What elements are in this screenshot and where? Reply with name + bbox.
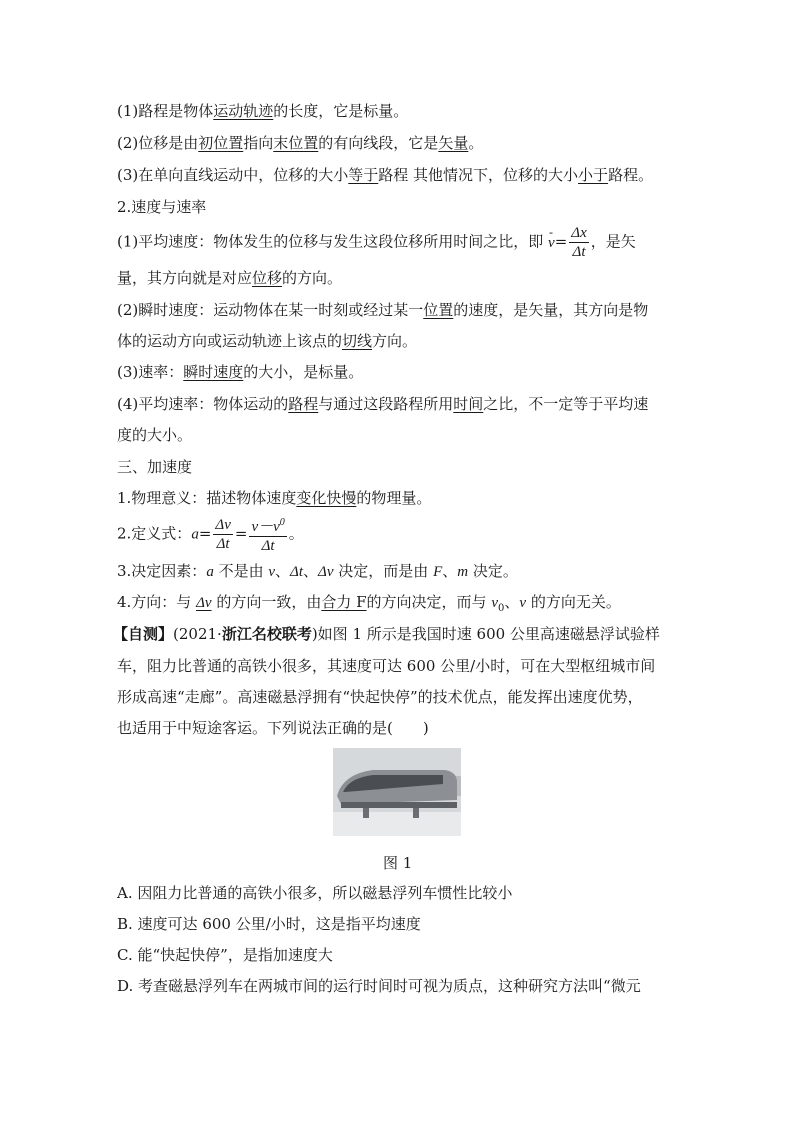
- line-determining-factors: 3.决定因素：a 不是由 v、Δt、Δv 决定，而是由 F、m 决定。: [117, 562, 518, 580]
- line-path-definition: (1)路程是物体运动轨迹的长度，它是标量。: [117, 102, 409, 120]
- line-average-velocity: (1)平均速度：物体发生的位移与发生这段位移所用时间之比，即 - v= $\frac{\Delta x}{\Delta t}$ ，是矢: [117, 224, 636, 261]
- line-direction: 4.方向：与 Δv 的方向一致，由合力 F的方向决定，而与 $v_0$、v 的方向无关。: [117, 593, 621, 614]
- line-average-speed: (4)平均速率：物体运动的路程与通过这段路程所用时间之比，不一定等于平均速: [117, 395, 649, 413]
- section-heading-velocity: 2.速度与速率: [117, 198, 207, 216]
- line-instant-velocity: (2)瞬时速度：运动物体在某一时刻或经过某一位置的速度，是矢量，其方向是物: [117, 301, 649, 319]
- option-a: A. 因阻力比普通的高铁小很多，所以磁悬浮列车惯性比较小: [117, 884, 513, 902]
- line-instant-velocity-cont: 体的运动方向或运动轨迹上该点的切线方向。: [117, 332, 418, 350]
- fraction-v-v0-dt: $\frac{v-v^0}{\Delta t}$: [249, 514, 286, 555]
- line-definition-formula: 2.定义式：a= $\frac{\Delta v}{\Delta t}$ = $\frac{v-v^0}{\Delta t}$ 。: [117, 514, 304, 555]
- fraction-dv-dt: $\frac{\Delta v}{\Delta t}$: [215, 517, 231, 552]
- question-line-2: 车，阻力比普通的高铁小很多，其速度可达 600 公里/小时，可在大型枢纽城市间: [117, 657, 656, 675]
- line-speed: (3)速率：瞬时速度的大小，是标量。: [117, 363, 364, 381]
- option-d: D. 考查磁悬浮列车在两城市间的运行时间时可视为质点，这种研究方法叫“微元: [117, 977, 641, 995]
- fraction-dx-dt: $\frac{\Delta x}{\Delta t}$: [571, 225, 587, 260]
- self-test-header: 【自测】(2021·浙江名校联考)如图 1 所示是我国时速 600 公里高速磁悬浮试验样: [113, 625, 660, 643]
- option-b: B. 速度可达 600 公里/小时，这是指平均速度: [117, 915, 421, 933]
- line-displacement-definition: (2)位移是由初位置指向末位置的有向线段，它是矢量。: [117, 134, 484, 152]
- line-displacement-magnitude: (3)在单向直线运动中，位移的大小等于路程 其他情况下，位移的大小小于路程。: [117, 166, 654, 184]
- maglev-train-illustration: [333, 748, 461, 836]
- figure-caption: 图 1: [383, 854, 413, 872]
- line-average-velocity-direction: 量，其方向就是对应位移的方向。: [117, 269, 343, 287]
- question-line-4: 也适用于中短途客运。下列说法正确的是( ): [117, 719, 429, 737]
- option-c: C. 能“快起快停”，是指加速度大: [117, 946, 333, 964]
- section-heading-acceleration: 三、加速度: [117, 458, 193, 476]
- maglev-train-photo: [333, 748, 461, 836]
- question-line-3: 形成高速“走廊”。高速磁悬浮拥有“快起快停”的技术优点，能发挥出速度优势，: [117, 688, 643, 706]
- line-average-speed-cont: 度的大小。: [117, 426, 193, 444]
- line-physical-meaning: 1.物理意义：描述物体速度变化快慢的物理量。: [117, 489, 432, 507]
